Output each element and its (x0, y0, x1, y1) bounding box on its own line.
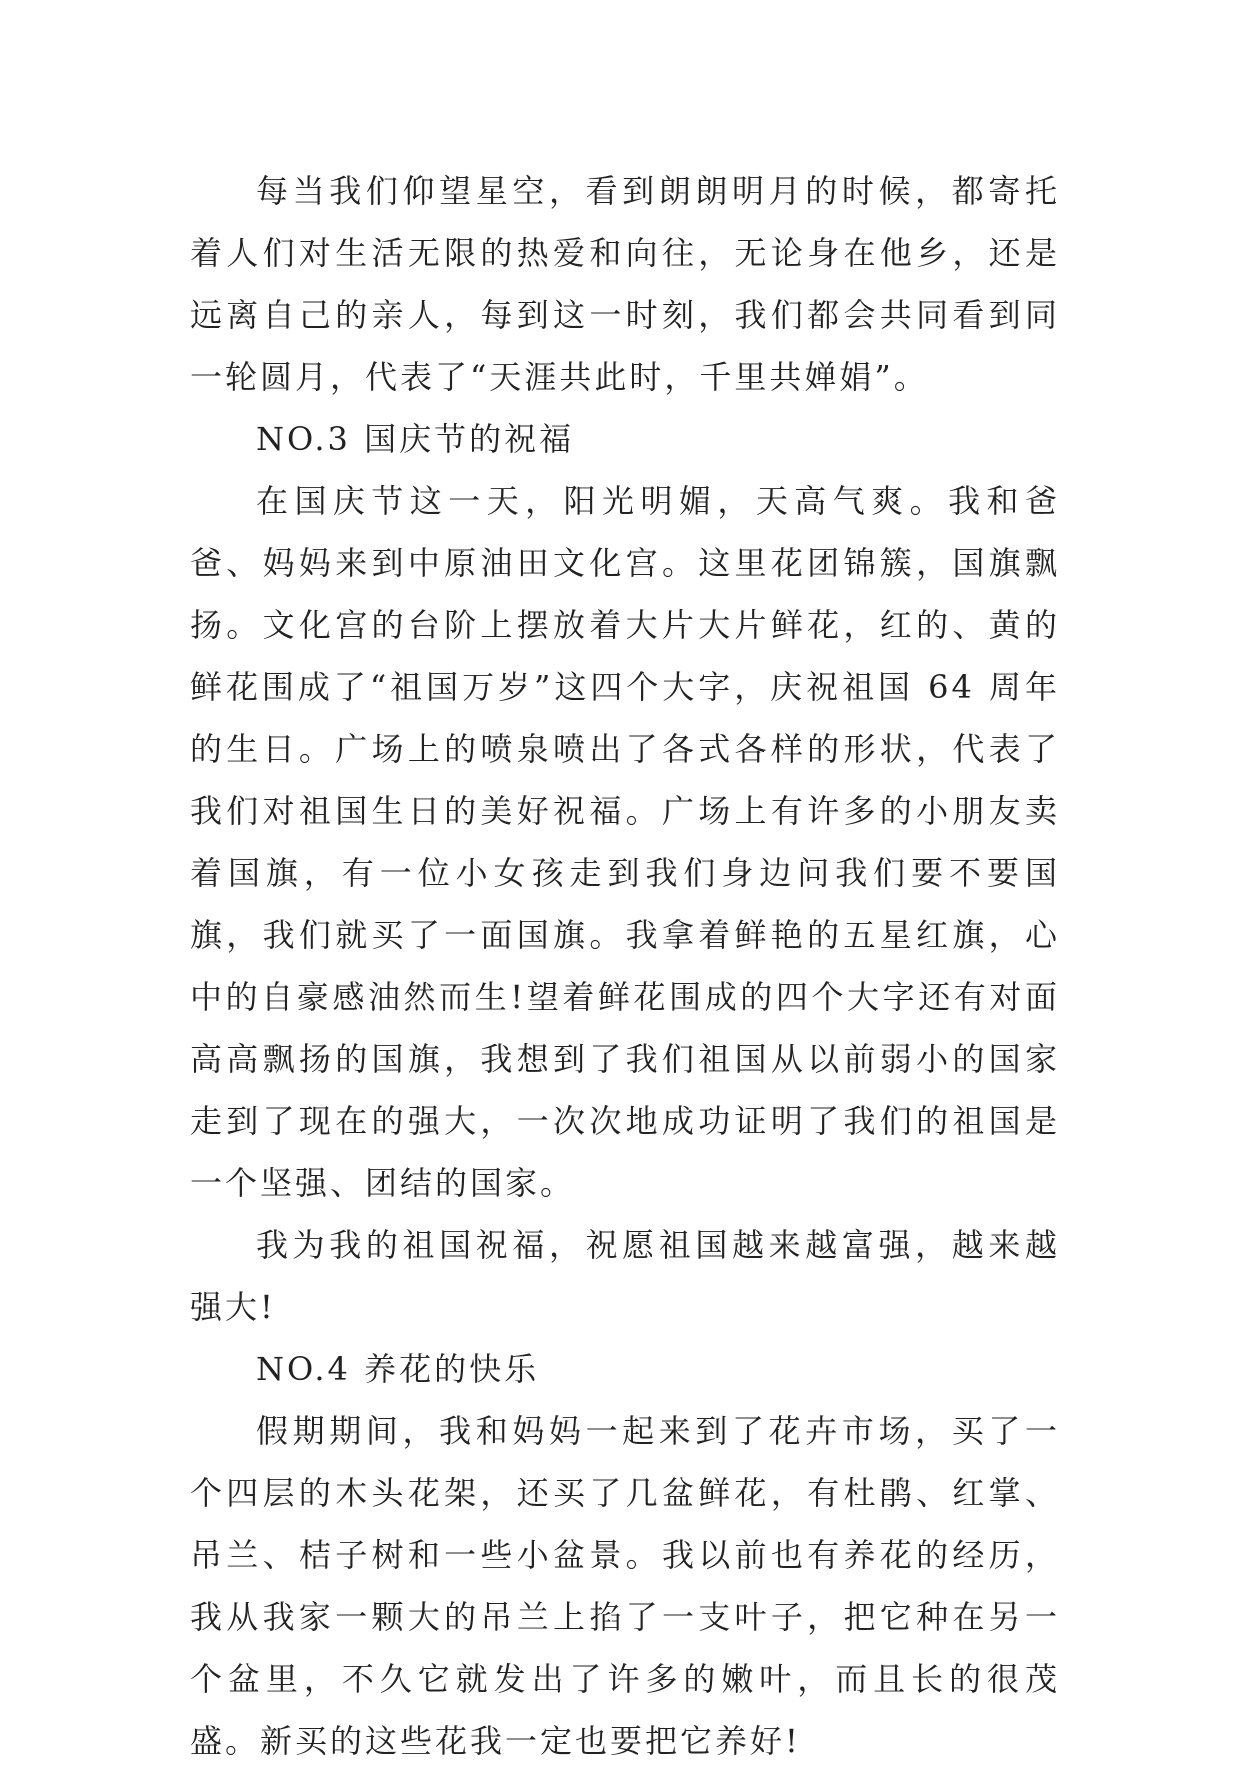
paragraph-blessing: 我为我的祖国祝福，祝愿祖国越来越富强，越来越强大! (190, 1226, 1060, 1326)
paragraph-national-day: 在国庆节这一天，阳光明媚，天高气爽。我和爸爸、妈妈来到中原油田文化宫。这里花团锦簇，国旗飘扬。文化宫的台阶上摆放着大片大片鲜花，红的、黄的鲜花围成了“祖国万岁”这四个大字，庆祝祖国 64 周年的生日。广场上的喷泉喷出了各式各样的形状，代表了我们对祖国生日的美好祝福。广场上有许多的小朋友卖着国旗，有一位小女孩走到我们身边问我们要不要国旗，我们就买了一面国旗。我拿着鲜艳的五星红旗，心中的自豪感油然而生!望着鲜花围成的四个大字还有对面高高飘扬的国旗，我想到了我们祖国从以前弱小的国家走到了现在的强大，一次次地成功证明了我们的祖国是一个坚强、团结的国家。 (190, 482, 1060, 1202)
document-body (190, 160, 1060, 1772)
section-heading-no4: NO.4 养花的快乐 (256, 1350, 540, 1388)
paragraph-flowers: 假期期间，我和妈妈一起来到了花卉市场，买了一个四层的木头花架，还买了几盆鲜花，有杜鹃、红掌、吊兰、桔子树和一些小盆景。我以前也有养花的经历，我从我家一颗大的吊兰上掐了一支叶子，把它种在另一个盆里，不久它就发出了许多的嫩叶，而且长的很茂盛。新买的这些花我一定也要把它养好! (190, 1412, 1060, 1760)
paragraph-moon: 每当我们仰望星空，看到朗朗明月的时候，都寄托着人们对生活无限的热爱和向往，无论身在他乡，还是远离自己的亲人，每到这一时刻，我们都会共同看到同一轮圆月，代表了“天涯共此时，千里共婵娟”。 (190, 172, 1060, 396)
section-heading-no3: NO.3 国庆节的祝福 (256, 420, 575, 458)
